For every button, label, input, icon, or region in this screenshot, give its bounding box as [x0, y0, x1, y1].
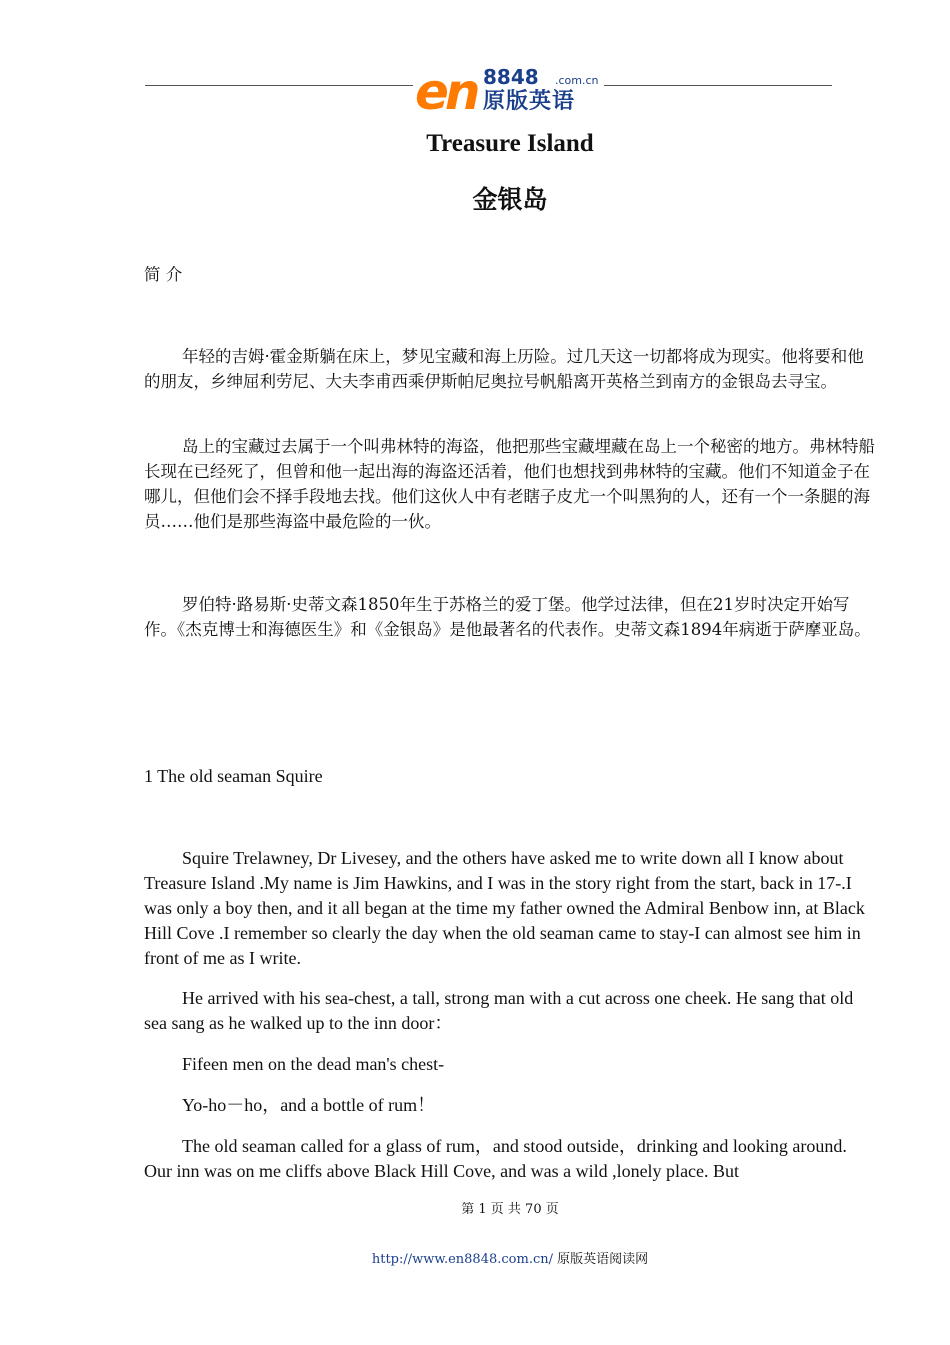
- site-url-link[interactable]: http://www.en8848.com.cn/: [371, 1252, 553, 1267]
- logo-number: 8848: [483, 65, 539, 89]
- intro-paragraph-2: 岛上的宝藏过去属于一个叫弗林特的海盗，他把那些宝藏埋藏在岛上一个秘密的地方。弗林特船长现在已经死了，但曾和他一起出海的海盗还活着，他们也想找到弗林特的宝藏。他们不知道金子在哪儿，但他们会不择手段地去找。他们这伙人中有老瞎子皮尤一个叫黑狗的人，还有一个一条腿的海员……他们是那些海盗中最危险的一伙。: [144, 437, 875, 531]
- song-line-1: Fifeen men on the dead man's chest-: [182, 1054, 445, 1074]
- footer-link-line: [0, 1248, 950, 1267]
- intro-heading: 简 介: [144, 265, 183, 284]
- page-number: 第 1 页 共 70 页: [461, 1202, 559, 1217]
- site-name: 原版英语阅读网: [557, 1252, 649, 1267]
- intro-paragraph-3: 罗伯特·路易斯·史蒂文森1850年生于苏格兰的爱丁堡。他学过法律，但在21岁时决定开始写作。《杰克博士和海德医生》和《金银岛》是他最著名的代表作。史蒂文森1894年病逝于萨摩亚岛。: [144, 595, 871, 639]
- logo-en-mark: en: [415, 63, 477, 121]
- intro-paragraph-1: 年轻的吉姆·霍金斯躺在床上，梦见宝藏和海上历险。过几天这一切都将成为现实。他将要和他的朋友，乡绅屈利劳尼、大夫李甫西乘伊斯帕尼奥拉号帆船离开英格兰到南方的金银岛去寻宝。: [144, 347, 864, 391]
- chapter-heading: 1 The old seaman Squire: [144, 766, 323, 786]
- book-title-english: Treasure Island: [426, 130, 594, 157]
- chapter-paragraph-3: The old seaman called for a glass of rum，and stood outside，drinking and looking around. Our inn was on me cliffs above Black Hill Cove, and was a wild ,lonely place. But: [144, 1136, 847, 1181]
- book-title-chinese: 金银岛: [472, 185, 548, 214]
- header-rule-left: [145, 85, 413, 86]
- logo-chinese: 原版英语: [483, 89, 576, 114]
- song-line-2: Yo-ho－ho，and a bottle of rum！: [182, 1095, 436, 1115]
- chapter-paragraph-2: He arrived with his sea-chest, a tall, strong man with a cut across one cheek. He sang that old sea sang as he walked up to the inn door：: [144, 988, 854, 1033]
- logo-domain: .com.cn: [555, 74, 599, 87]
- chapter-paragraph-1: Squire Trelawney, Dr Livesey, and the others have asked me to write down all I know about Treasure Island .My name is Jim Hawkins, and I was in the story right from the start, back in 17-.I was only a boy then, and it all began at the time my father owned the Admiral Benbow inn, at Black Hill Cove .I remember so clearly the day when the old seaman came to stay-I can almost see him in front of me as I write.: [144, 848, 865, 968]
- header-rule-right: [604, 85, 832, 86]
- site-logo[interactable]: [413, 63, 605, 121]
